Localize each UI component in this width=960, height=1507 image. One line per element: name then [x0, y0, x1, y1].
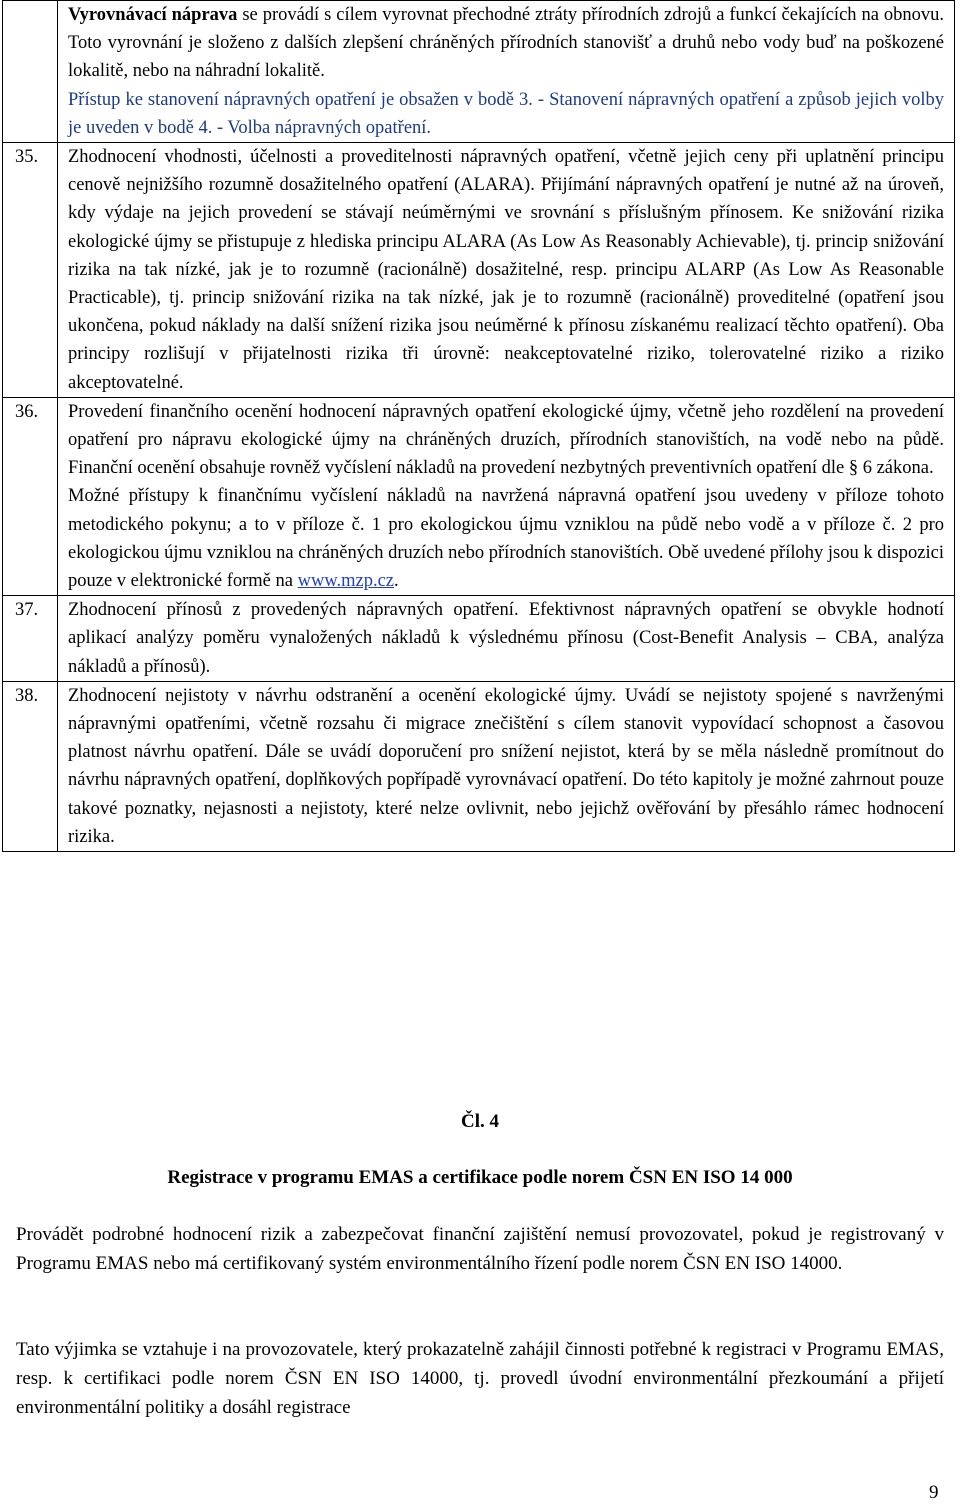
article-title: Registrace v programu EMAS a certifikace podle norem ČSN EN ISO 14 000 — [167, 1167, 793, 1188]
row-body-2-text: Možné přístupy k finančnímu vyčíslení nákladů na navržená nápravná opatření jsou uvedeny v příloze tohoto metodického pokynu; a to v příloze č. 1 pro ekologickou újmu vzniklou na půdě nebo vodě a v příloze č. 2 pro ekologickou újmu vzniklou na chráněných druzích nebo přírodních stanovištích. Obě uvedené přílohy jsou k dispozici pouze v elektronické formě na — [68, 486, 944, 592]
row-body: Zhodnocení nejistoty v návrhu odstranění a ocenění ekologické újmy. Uvádí se nejistoty spojené s navrženými nápravnými opatřeními, včetně rozsahu či migrace znečištění s cílem stanovit vypovídací schopnost a časovou platnost návrhu opatření. Dále se uvádí doporučení pro snížení nejistot, která by se měla následně promítnout do návrhu nápravných opatření, doplňkových popřípadě vyrovnávací opatření. Do této kapitoly je možné zahrnout pouze takové poznatky, nejasnosti a nejistoty, které nelze ovlivnit, nebo jejichž ověřování by přesáhlo rámec hodnocení rizika. — [68, 685, 944, 847]
row-number: 37. — [3, 596, 58, 682]
table-row — [3, 1, 955, 143]
row-text — [58, 143, 955, 398]
row-number — [3, 1, 58, 143]
row-text — [58, 397, 955, 595]
row-body-2-end: . — [394, 571, 399, 592]
criteria-table — [2, 0, 955, 852]
row-text — [58, 596, 955, 682]
row-note: Přístup ke stanovení nápravných opatření je obsažen v bodě 3. - Stanovení nápravných opatření a způsob jejich volby je uveden v bodě 4. - Volba nápravných opatření. — [68, 89, 944, 138]
row-number: 35. — [3, 143, 58, 398]
table-row — [3, 143, 955, 398]
table-row — [3, 681, 955, 851]
page-number: 9 — [929, 1482, 939, 1503]
row-body-2 — [68, 482, 944, 595]
mzp-link[interactable]: www.mzp.cz — [297, 571, 395, 592]
article-number: Čl. 4 — [461, 1111, 499, 1132]
row-text — [58, 681, 955, 851]
row-body: Zhodnocení vhodnosti, účelnosti a proveditelnosti nápravných opatření, včetně jejich ceny při uplatnění principu cenově nejnižšího rozumně dosažitelného opatření (ALARA). Přijímání nápravných opatření je nutné až na úroveň, kdy výdaje na jejich provedení se stávají neúměrnými ve srovnání s příslušným přínosem. Ke snižování rizika ekologické újmy se přistupuje z hlediska principu ALARA (As Low As Reasonably Achievable), tj. princip snižování rizika na tak nízké, jak je to rozumně (racionálně) dosažitelné, resp. principu ALARP (As Low As Reasonable Practicable), tj. princip snižování rizika na tak nízké, jak je to rozumně (racionálně) proveditelné (opatření jsou ukončena, pokud náklady na další snížení rizika jsou neúměrné k přínosu získanému realizací těchto opatření). Oba principy rozlišují v přijatelnosti rizika tři úrovně: neakceptovatelné riziko, tolerovatelné riziko a riziko akceptovatelné. — [68, 147, 944, 393]
table-row — [3, 596, 955, 682]
article-paragraph-1: Provádět podrobné hodnocení rizik a zabezpečovat finanční zajištění nemusí provozovatel, pokud je registrovaný v Programu EMAS nebo má certifikovaný systém environmentálního řízení podle norem ČSN EN ISO 14000. — [16, 1224, 944, 1274]
row-number: 36. — [3, 397, 58, 595]
row-body: se provádí s cílem vyrovnat přechodné ztráty přírodních zdrojů a funkcí čekajících na obnovu. Toto vyrovnání je složeno z dalších zlepšení chráněných přírodních stanovišť a druhů nebo vody buď na poškozené lokalitě, nebo na náhradní lokalitě. — [68, 5, 944, 82]
row-body: Provedení finančního ocenění hodnocení nápravných opatření ekologické újmy, včetně jeho rozdělení na provedení opatření pro nápravu ekologické újmy na chráněných druzích, přírodních stanovištích, na vodě nebo na půdě. Finanční ocenění obsahuje rovněž vyčíslení nákladů na provedení nezbytných preventivních opatření dle § 6 zákona. — [68, 401, 944, 479]
term-heading: Vyrovnávací náprava — [68, 5, 238, 25]
row-body: Zhodnocení přínosů z provedených nápravných opatření. Efektivnost nápravných opatření se obvykle hodnotí aplikací analýzy poměru vynaložených nákladů k výslednému přínosu (Cost-Benefit Analysis – CBA, analýza nákladů a přínosů). — [68, 600, 944, 677]
row-text — [58, 1, 955, 143]
table-row — [3, 397, 955, 595]
row-number: 38. — [3, 681, 58, 851]
article-paragraph-2: Tato výjimka se vztahuje i na provozovatele, který prokazatelně zahájil činnosti potřebné k registraci v Programu EMAS, resp. k certifikaci podle norem ČSN EN ISO 14000, tj. provedl úvodní environmentální přezkoumání a přijetí environmentální politiky a dosáhl registrace — [16, 1339, 944, 1418]
